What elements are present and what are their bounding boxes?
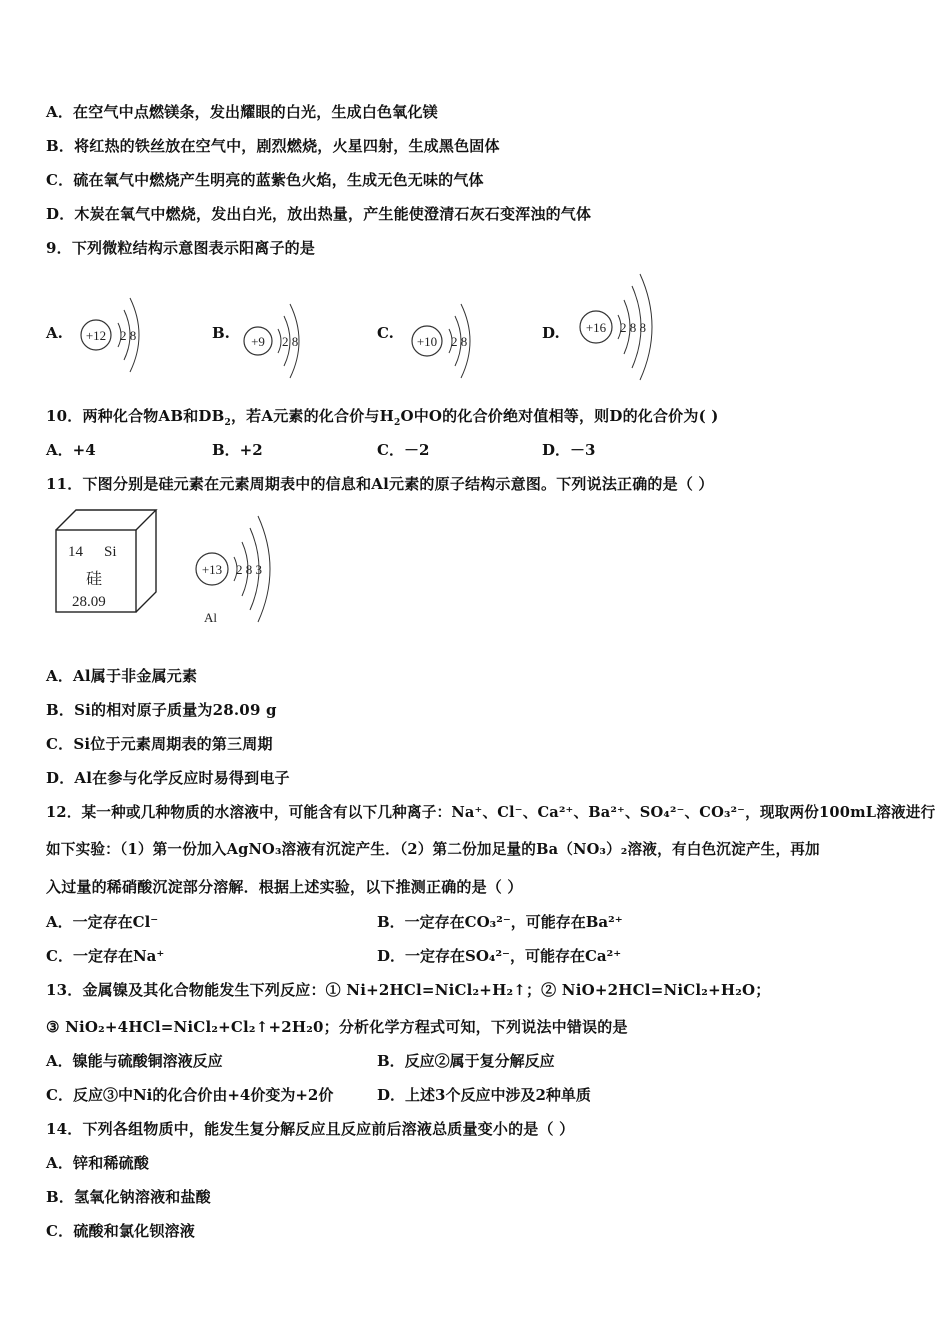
q12-option-a: A．一定存在Cl⁻ [46,913,159,931]
q13-option-c: C．反应③中Ni的化合价由+4价变为+2价 [46,1086,334,1104]
q11-stem: 11．下图分别是硅元素在元素周期表中的信息和Al元素的原子结构示意图。下列说法正确的是（ ） [46,475,714,493]
q13-line-1: 13．金属镍及其化合物能发生下列反应：① Ni+2HCl=NiCl₂+H₂↑；② NiO+2HCl=NiCl₂+H₂O； [46,981,771,999]
al-nucleus: +13 [201,562,223,577]
q14-stem: 14．下列各组物质中，能发生复分解反应且反应前后溶液总质量变小的是（ ） [46,1120,575,1138]
q14-option-b: B．氢氧化钠溶液和盐酸 [46,1188,211,1206]
q10-option-c: C．－2 [377,441,430,459]
q12-line-2: 如下实验：（1）第一份加入AgNO₃溶液有沉淀产生．（2）第二份加足量的Ba（NO₃）₂溶液，有白色沉淀产生，再加 [46,841,820,858]
q14-option-c: C．硫酸和氯化钡溶液 [46,1222,195,1240]
q8-option-c: C．硫在氧气中燃烧产生明亮的蓝紫色火焰，生成无色无味的气体 [46,171,484,189]
q13-line-2: ③ NiO₂+4HCl=NiCl₂+Cl₂↑+2H₂0；分析化学方程式可知，下列说法中错误的是 [46,1018,628,1036]
q12-option-b: B．一定存在CO₃²⁻，可能存在Ba²⁺ [377,913,623,931]
q9-a-nucleus: +12 [85,328,107,343]
q9-a-shells: 2 8 [120,328,137,343]
al-shells: 2 8 3 [236,562,262,577]
al-label: Al [204,610,217,625]
si-element-card [54,508,174,618]
q11-option-c: C．Si位于元素周期表的第三周期 [46,735,273,753]
q9-option-b-label: B. [212,324,230,342]
q11-option-a: A．Al属于非金属元素 [46,667,198,685]
q9-c-nucleus: +10 [416,334,438,349]
q9-option-a-diagram [74,290,164,380]
q9-d-nucleus: +16 [585,320,607,335]
q9-d-shells: 2 8 8 [620,320,646,335]
q14-option-a: A．锌和稀硫酸 [46,1154,150,1172]
si-atomic-number: 14 [68,544,83,560]
q9-option-c-diagram [405,296,495,386]
q9-option-a-label: A. [46,324,63,342]
q9-b-shells: 2 8 [282,334,299,349]
q9-option-d-label: D. [542,324,560,342]
q8-option-a: A．在空气中点燃镁条，发出耀眼的白光，生成白色氧化镁 [46,103,438,121]
q13-option-d: D．上述3个反应中涉及2种单质 [377,1086,591,1104]
si-name: 硅 [86,571,103,588]
q13-option-a: A．镍能与硫酸铜溶液反应 [46,1052,223,1070]
q12-option-c: C．一定存在Na⁺ [46,947,165,965]
q10-option-d: D．－3 [542,441,596,459]
q11-option-d: D．Al在参与化学反应时易得到电子 [46,769,290,787]
al-atom-diagram [190,512,300,632]
q10-option-a: A．+4 [46,441,96,459]
si-atomic-mass: 28.09 [72,594,106,610]
q10-option-b: B．+2 [212,441,263,459]
q9-stem: 9．下列微粒结构示意图表示阳离子的是 [46,239,316,257]
q12-line-1: 12．某一种或几种物质的水溶液中，可能含有以下几种离子：Na⁺、Cl⁻、Ca²⁺、Ba²⁺、SO₄²⁻、CO₃²⁻，现取两份100mL溶液进行 [46,804,936,821]
q8-option-d: D．木炭在氧气中燃烧，发出白光，放出热量，产生能使澄清石灰石变浑浊的气体 [46,205,592,223]
q12-option-d: D．一定存在SO₄²⁻，可能存在Ca²⁺ [377,947,622,965]
q12-line-3: 入过量的稀硝酸沉淀部分溶解．根据上述实验，以下推测正确的是（ ） [46,878,523,896]
q9-option-d-diagram [574,272,684,382]
q9-b-nucleus: +9 [251,334,265,349]
q9-c-shells: 2 8 [451,334,468,349]
q13-option-b: B．反应②属于复分解反应 [377,1052,555,1070]
q8-option-b: B．将红热的铁丝放在空气中，剧烈燃烧，火星四射，生成黑色固体 [46,137,500,155]
q9-option-b-diagram [238,296,328,386]
q11-option-b: B．Si的相对原子质量为28.09 g [46,701,277,719]
q9-option-c-label: C. [377,324,394,342]
si-symbol: Si [104,544,117,560]
q10-stem: 10．两种化合物AB和$DB_2$，若A元素的化合价与$H_2O$中O的化合价绝对值相等，则D的化合价为( ) [46,407,719,428]
